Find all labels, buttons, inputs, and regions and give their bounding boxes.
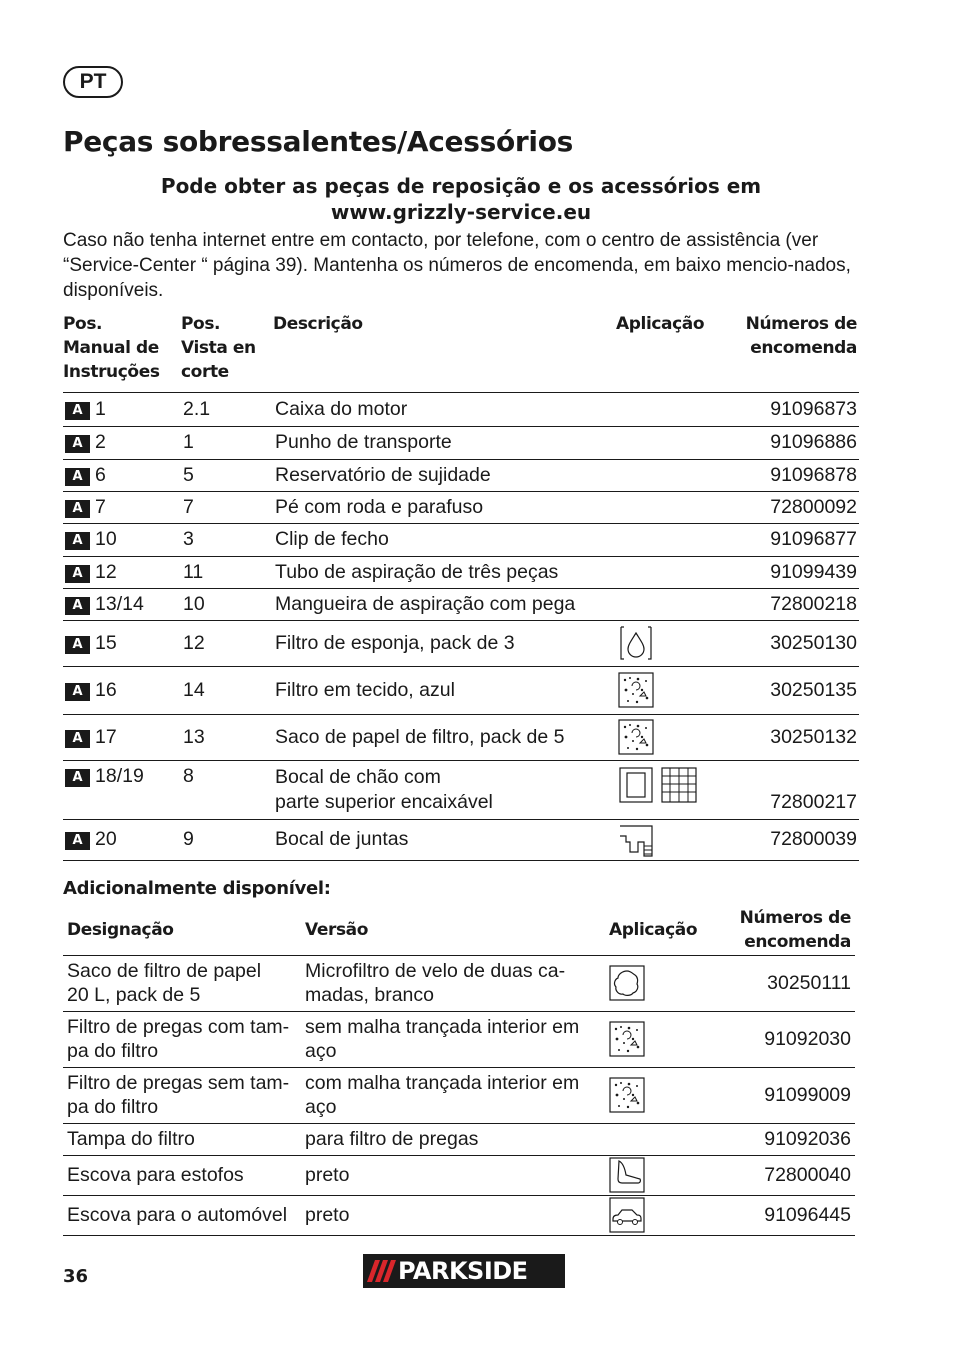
table-row	[63, 1011, 855, 1067]
description-text: Caixa do motor	[275, 397, 408, 420]
cell-designation	[63, 1195, 301, 1235]
parkside-logo	[363, 1254, 565, 1288]
table-row	[63, 760, 859, 819]
cell-application	[616, 392, 711, 426]
cell-designation	[63, 1155, 301, 1195]
cell-description	[273, 620, 616, 666]
description-text: Filtro em tecido, azul	[275, 678, 455, 701]
water-drop-icon	[618, 625, 654, 661]
dry-dust-icon	[618, 719, 654, 755]
cell-order-number	[711, 491, 859, 523]
cell-designation	[63, 1123, 301, 1155]
cell-pos-manual	[63, 459, 181, 491]
order-number-value: 72800092	[770, 495, 857, 518]
cell-description	[273, 714, 616, 760]
cell-designation	[63, 1067, 301, 1123]
header-order-line: encomenda	[750, 338, 857, 358]
cell-version	[301, 1195, 605, 1235]
cell-order-number	[711, 426, 859, 459]
cell-version	[301, 955, 605, 1011]
cell-pos-view	[181, 588, 273, 620]
figure-a-badge: A	[65, 832, 90, 850]
cell-order-number	[705, 1011, 855, 1067]
cell-order-number	[705, 1067, 855, 1123]
figure-a-badge: A	[65, 435, 90, 453]
order-number-value: 91099009	[764, 1084, 851, 1106]
order-number-value: 30250135	[770, 678, 857, 701]
cell-application	[605, 1123, 705, 1155]
pos-view-value: 12	[183, 631, 205, 654]
version-text: preto	[305, 1164, 350, 1186]
cell-order-number	[711, 523, 859, 556]
header-pos-manual-line: Instruções	[63, 362, 160, 382]
upholstery-seat-icon	[609, 1157, 645, 1193]
subtitle-line-1: Pode obter as peças de reposição e os acessórios em	[160, 174, 762, 198]
pos-manual-value: 2	[95, 431, 106, 453]
table-row	[63, 392, 859, 426]
table-row	[63, 714, 859, 760]
description-text-line2: parte superior encaixável	[275, 790, 493, 813]
order-number-value: 91096873	[770, 397, 857, 420]
pos-view-value: 1	[183, 431, 194, 453]
cell-order-number	[711, 666, 859, 714]
cell-description	[273, 459, 616, 491]
header-description: Descrição	[273, 314, 363, 334]
pos-manual-value: 7	[95, 495, 106, 518]
spare-parts-table	[63, 312, 859, 861]
pos-manual-value: 13/14	[95, 592, 144, 615]
order-number-value: 91096878	[770, 463, 857, 486]
pos-manual-value: 10	[95, 528, 117, 550]
intro-text: Caso não tenha internet entre em contacto, por telefone, com o centro de assistência (ver “Service-Center “ página 39). Mantenha os números de encomenda, em baixo mencio-nados, disponíveis.	[63, 230, 851, 301]
cell-order-number	[711, 714, 859, 760]
header-application: Aplicação	[609, 919, 698, 940]
page-number: 36	[63, 1266, 89, 1287]
cell-description	[273, 523, 616, 556]
crevice-icon	[618, 822, 654, 858]
cell-pos-manual	[63, 523, 181, 556]
version-text: para filtro de pregas	[305, 1128, 479, 1150]
header-pos-manual-line: Pos.	[63, 314, 103, 334]
version-text-line2: madas, branco	[305, 984, 434, 1006]
cell-application	[616, 523, 711, 556]
version-text: Microfiltro de velo de duas ca-	[305, 960, 566, 982]
cell-description	[273, 588, 616, 620]
dry-dust-icon	[609, 1021, 645, 1057]
pos-view-value: 14	[183, 678, 205, 701]
designation-text-line2: pa do filtro	[67, 1040, 159, 1062]
language-badge: PT	[63, 66, 123, 98]
cell-description	[273, 556, 616, 588]
cell-pos-view	[181, 760, 273, 819]
designation-text: Filtro de pregas com tam-	[67, 1016, 290, 1038]
pos-manual-value: 15	[95, 631, 117, 654]
cell-description	[273, 491, 616, 523]
table-row	[63, 491, 859, 523]
cell-pos-manual	[63, 620, 181, 666]
description-text: Clip de fecho	[275, 528, 389, 550]
figure-a-badge: A	[65, 636, 90, 654]
order-number-value: 30250111	[767, 972, 851, 994]
order-number-value: 91096886	[770, 431, 857, 453]
cell-application	[616, 491, 711, 523]
pos-manual-value: 6	[95, 463, 106, 486]
header-pos-view-line: Pos.	[181, 314, 221, 334]
cell-pos-manual	[63, 426, 181, 459]
table-row	[63, 459, 859, 491]
version-text-line2: aço	[305, 1040, 337, 1062]
pos-view-value: 10	[183, 592, 205, 615]
designation-text-line2: 20 L, pack de 5	[67, 984, 201, 1006]
figure-a-badge: A	[65, 402, 90, 420]
table-row	[63, 620, 859, 666]
header-order-line: encomenda	[744, 931, 851, 952]
header-order-number	[705, 905, 855, 955]
order-number-value: 91096445	[764, 1204, 851, 1226]
order-number-value: 91092030	[764, 1028, 851, 1050]
cell-application	[616, 426, 711, 459]
order-number-value: 72800039	[770, 828, 857, 850]
cell-pos-view	[181, 819, 273, 860]
subtitle-website: www.grizzly-service.eu	[330, 200, 592, 224]
pos-manual-value: 17	[95, 725, 117, 748]
pos-view-value: 5	[183, 463, 194, 486]
cell-pos-manual	[63, 819, 181, 860]
cell-pos-view	[181, 426, 273, 459]
pos-manual-value: 20	[95, 828, 117, 850]
header-pos-manual	[63, 312, 181, 392]
header-pos-view-line: corte	[181, 362, 229, 382]
description-text: Pé com roda e parafuso	[275, 495, 484, 518]
cell-order-number	[705, 1123, 855, 1155]
designation-text: Tampa do filtro	[67, 1128, 195, 1150]
cell-pos-manual	[63, 760, 181, 819]
cell-pos-view	[181, 491, 273, 523]
cell-pos-view	[181, 620, 273, 666]
cell-application	[616, 714, 711, 760]
order-number-value: 91096877	[770, 528, 857, 550]
figure-a-badge: A	[65, 769, 90, 787]
pos-manual-value: 12	[95, 560, 117, 583]
cell-application	[605, 1155, 705, 1195]
cell-pos-view	[181, 556, 273, 588]
figure-a-badge: A	[65, 468, 90, 486]
logo-stripes-icon	[371, 1260, 392, 1282]
pos-manual-value: 18/19	[95, 764, 144, 787]
header-order-line: Números de	[745, 314, 857, 334]
figure-a-badge: A	[65, 565, 90, 583]
cell-description	[273, 760, 616, 819]
cell-application	[616, 459, 711, 491]
pos-view-value: 13	[183, 725, 205, 748]
cell-order-number	[711, 620, 859, 666]
cell-description	[273, 392, 616, 426]
dry-dust-icon	[609, 1077, 645, 1113]
cell-application	[616, 620, 711, 666]
order-number-value: 91099439	[770, 560, 857, 583]
pos-view-value: 8	[183, 764, 194, 787]
additional-accessories-table	[63, 905, 855, 1236]
figure-a-badge: A	[65, 500, 90, 518]
order-number-value: 72800217	[770, 790, 857, 813]
description-text: Saco de papel de filtro, pack de 5	[275, 725, 565, 748]
order-number-value: 30250130	[770, 631, 857, 654]
pos-manual-value: 16	[95, 678, 117, 701]
cell-order-number	[711, 588, 859, 620]
order-number-value: 91092036	[764, 1128, 851, 1150]
cell-pos-manual	[63, 392, 181, 426]
fine-dust-icon	[609, 965, 645, 1001]
designation-text-line2: pa do filtro	[67, 1096, 159, 1118]
page-title: Peças sobressalentes/Acessórios	[63, 125, 574, 158]
header-order-line: Números de	[739, 907, 851, 928]
figure-a-badge: A	[65, 532, 90, 550]
cell-application	[605, 955, 705, 1011]
cell-pos-manual	[63, 666, 181, 714]
cell-designation	[63, 1011, 301, 1067]
cell-order-number	[711, 392, 859, 426]
header-designation: Designação	[67, 919, 174, 940]
header-pos-view-line: Vista en	[181, 338, 256, 358]
description-text: Punho de transporte	[275, 431, 452, 453]
cell-order-number	[705, 955, 855, 1011]
cell-order-number	[705, 1195, 855, 1235]
table-row	[63, 1155, 855, 1195]
figure-a-badge: A	[65, 730, 90, 748]
cell-application	[616, 760, 711, 819]
pos-view-value: 7	[183, 495, 194, 518]
header-version: Versão	[305, 919, 369, 940]
designation-text: Filtro de pregas sem tam-	[67, 1072, 290, 1094]
cell-application	[616, 666, 711, 714]
figure-a-badge: A	[65, 597, 90, 615]
cell-application	[616, 556, 711, 588]
description-text: Bocal de chão com	[275, 765, 441, 788]
cell-application	[605, 1067, 705, 1123]
table-row	[63, 819, 859, 860]
cell-description	[273, 426, 616, 459]
cell-pos-view	[181, 714, 273, 760]
cell-version	[301, 1011, 605, 1067]
cell-order-number	[711, 819, 859, 860]
cell-application	[616, 588, 711, 620]
header-order-number	[711, 312, 859, 392]
floor-carpet-icon	[618, 767, 698, 803]
cell-pos-manual	[63, 491, 181, 523]
description-text: Tubo de aspiração de três peças	[275, 560, 559, 583]
cell-pos-view	[181, 392, 273, 426]
extra-table-header	[63, 905, 855, 955]
cell-application	[616, 819, 711, 860]
version-text: preto	[305, 1204, 350, 1226]
dry-dust-icon	[618, 672, 654, 708]
pos-view-value: 11	[183, 560, 204, 583]
cell-order-number	[711, 556, 859, 588]
version-text: sem malha trançada interior em	[305, 1016, 580, 1038]
order-number-value: 72800218	[770, 592, 857, 615]
cell-designation	[63, 955, 301, 1011]
pos-view-value: 9	[183, 828, 194, 850]
table-row	[63, 1123, 855, 1155]
version-text: com malha trançada interior em	[305, 1072, 580, 1094]
cell-version	[301, 1155, 605, 1195]
brand-name: PARKSIDE	[398, 1257, 528, 1285]
cell-version	[301, 1067, 605, 1123]
description-text: Mangueira de aspiração com pega	[275, 592, 576, 615]
table-row	[63, 523, 859, 556]
table-row	[63, 955, 855, 1011]
pos-view-value: 2.1	[183, 397, 211, 420]
cell-pos-manual	[63, 588, 181, 620]
cell-description	[273, 666, 616, 714]
header-pos-manual-line: Manual de	[63, 338, 159, 358]
cell-pos-manual	[63, 556, 181, 588]
description-text: Bocal de juntas	[275, 828, 409, 850]
extra-section-title: Adicionalmente disponível:	[63, 878, 331, 899]
table-row	[63, 1195, 855, 1235]
cell-application	[605, 1011, 705, 1067]
cell-order-number	[711, 760, 859, 819]
table-row	[63, 426, 859, 459]
cell-pos-view	[181, 459, 273, 491]
cell-order-number	[705, 1155, 855, 1195]
table-row	[63, 1067, 855, 1123]
pos-manual-value: 1	[95, 397, 106, 420]
description-text: Reservatório de sujidade	[275, 463, 491, 486]
header-pos-view	[181, 312, 273, 392]
table-row	[63, 666, 859, 714]
header-application: Aplicação	[616, 314, 705, 334]
order-number-value: 30250132	[770, 725, 857, 748]
cell-pos-view	[181, 523, 273, 556]
cell-version	[301, 1123, 605, 1155]
cell-pos-manual	[63, 714, 181, 760]
description-text: Filtro de esponja, pack de 3	[275, 631, 515, 654]
table-row	[63, 588, 859, 620]
cell-pos-view	[181, 666, 273, 714]
pos-view-value: 3	[183, 528, 194, 550]
cell-application	[605, 1195, 705, 1235]
car-icon	[609, 1197, 645, 1233]
order-number-value: 72800040	[764, 1164, 851, 1186]
version-text-line2: aço	[305, 1096, 337, 1118]
designation-text: Escova para o automóvel	[67, 1204, 288, 1226]
cell-description	[273, 819, 616, 860]
designation-text: Escova para estofos	[67, 1164, 244, 1186]
parts-table-header	[63, 312, 859, 392]
table-row	[63, 556, 859, 588]
figure-a-badge: A	[65, 683, 90, 701]
designation-text: Saco de filtro de papel	[67, 960, 262, 982]
cell-order-number	[711, 459, 859, 491]
